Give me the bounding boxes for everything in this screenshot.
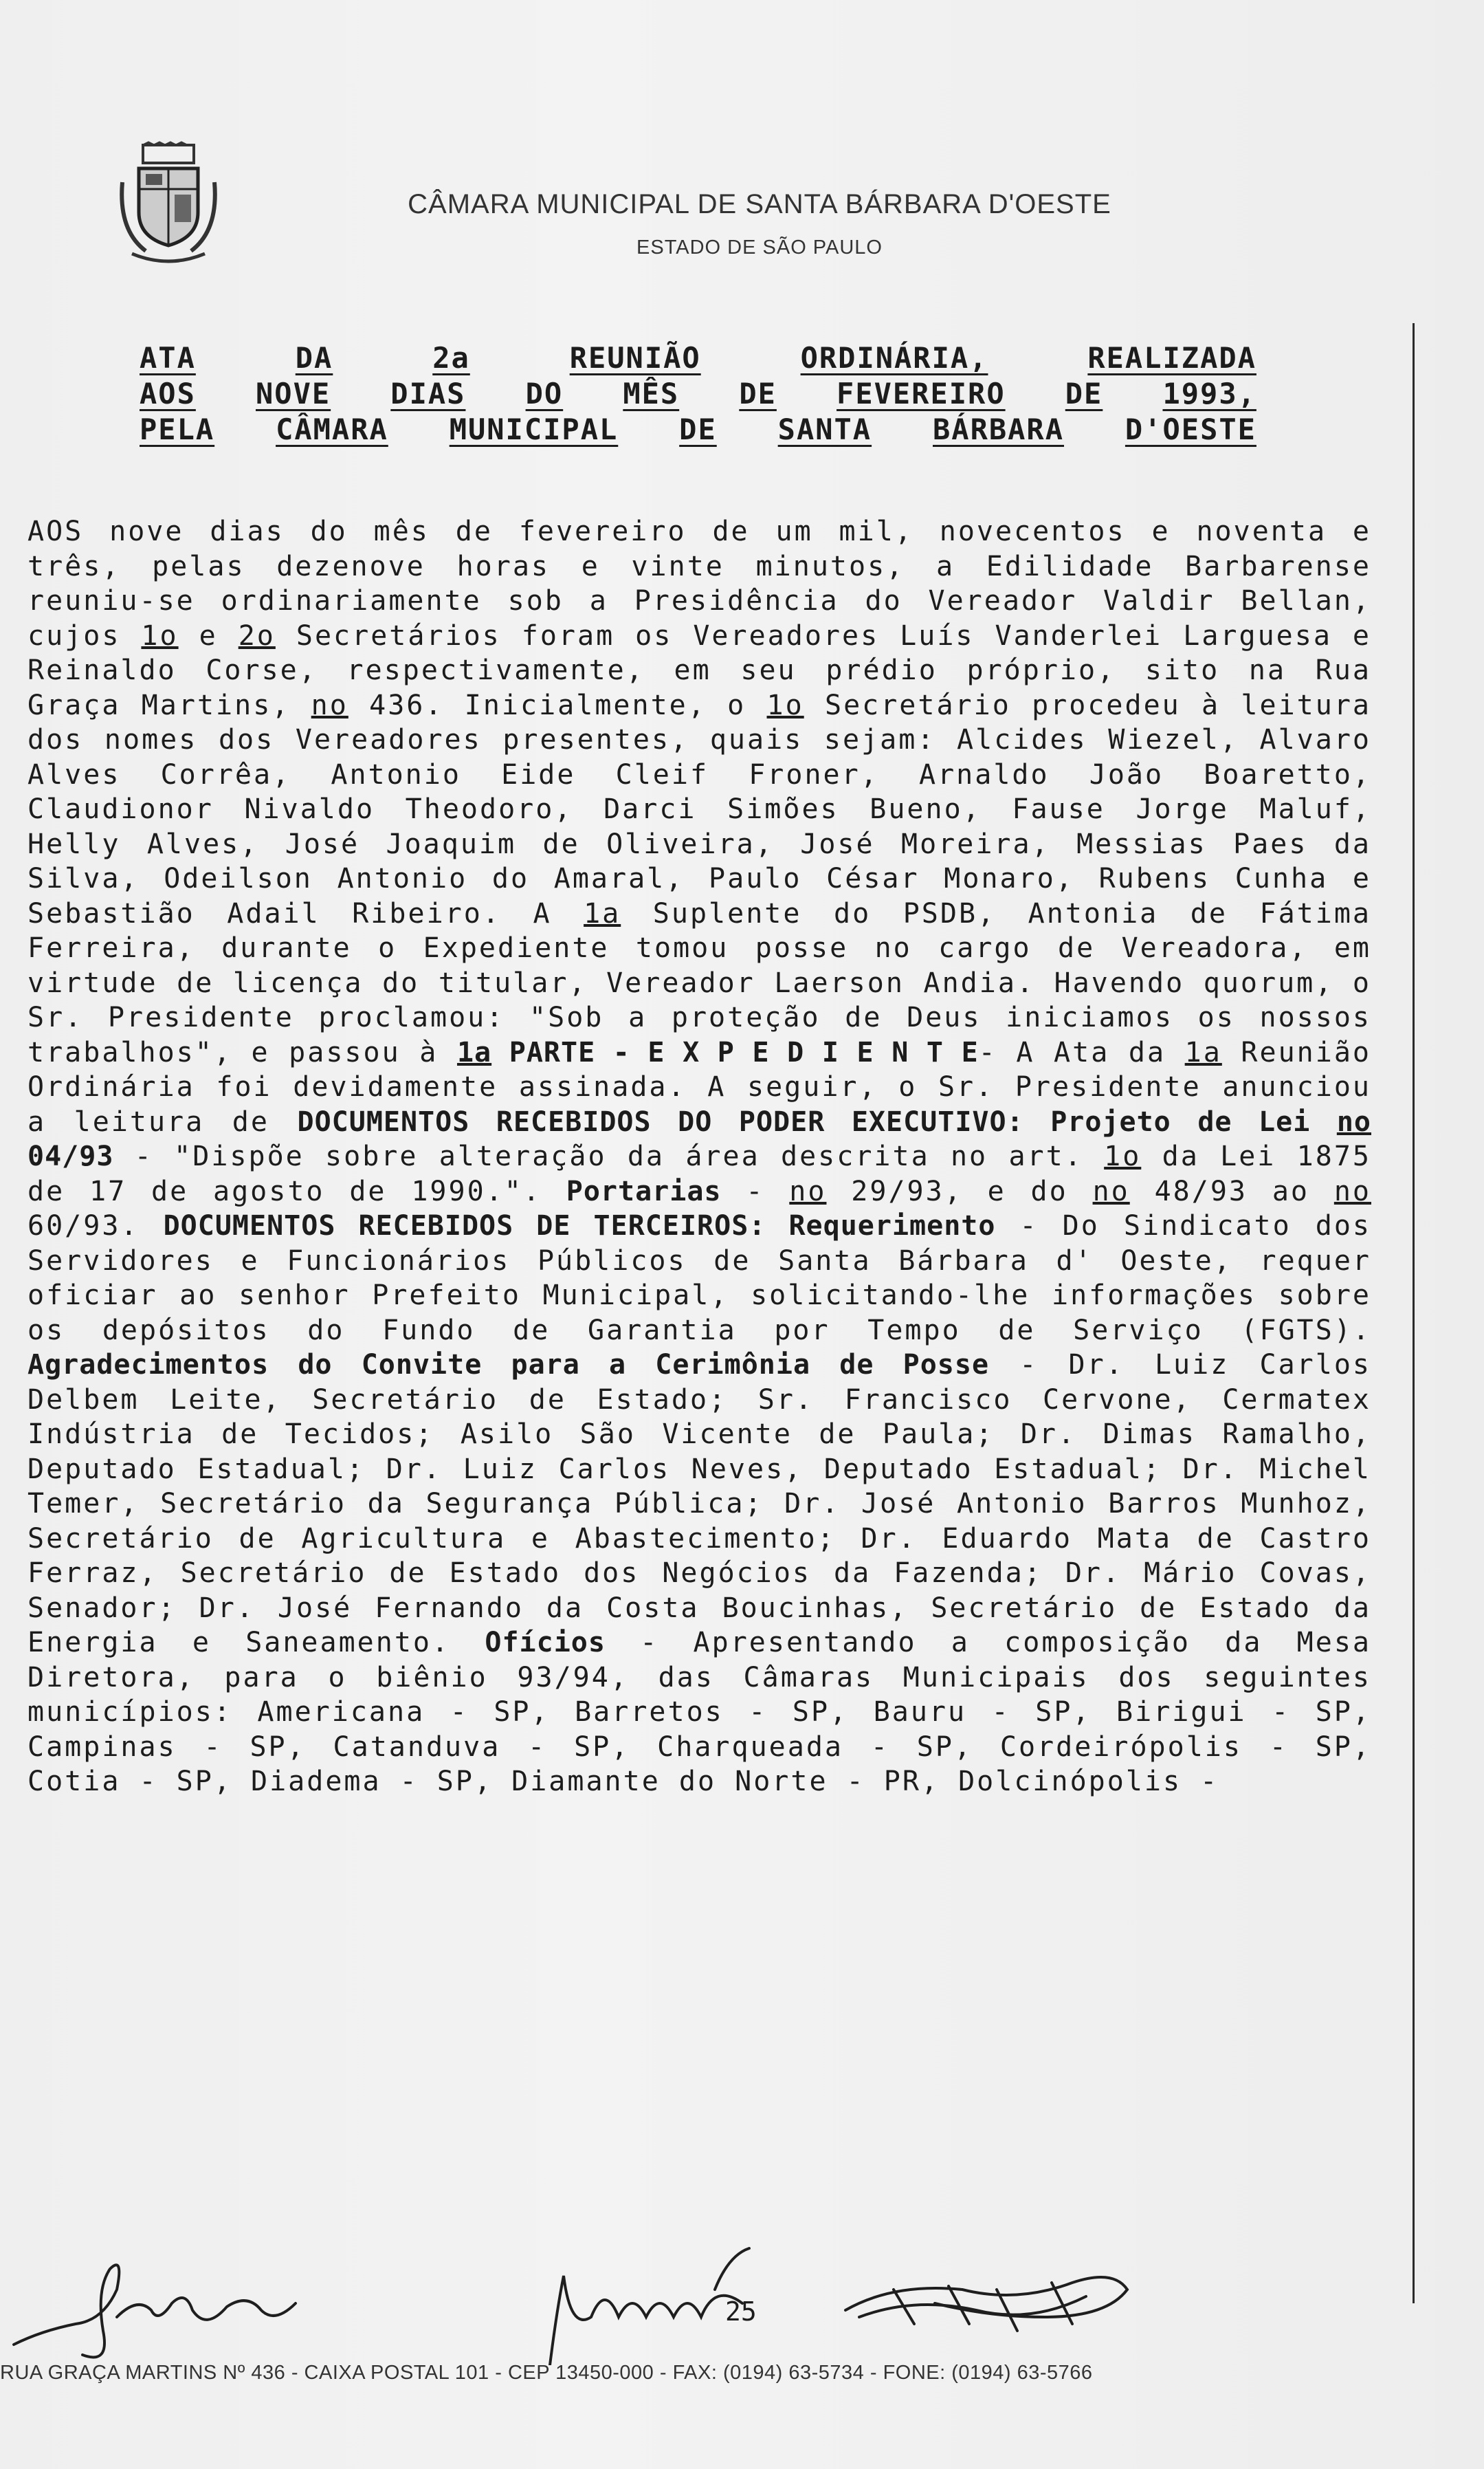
letterhead (296, 189, 1223, 259)
municipal-crest-icon (118, 141, 219, 263)
minutes-heading (140, 340, 1256, 448)
chamber-name: CÂMARA MUNICIPAL DE SANTA BÁRBARA D'OESTE (408, 189, 1111, 219)
heading-line-2: AOS NOVE DIAS DO MÊS DE FEVEREIRO DE 1993, (140, 377, 1256, 410)
third-party-docs-label: DOCUMENTOS RECEBIDOS DE TERCEIROS: Requerimento (163, 1210, 996, 1242)
page-number: 25 (725, 2296, 757, 2327)
oficios-label: Ofícios (485, 1627, 606, 1658)
thanks-label: Agradecimentos do Convite para a Cerimônia de Posse (27, 1349, 990, 1381)
state-name: ESTADO DE SÃO PAULO (636, 237, 883, 259)
minutes-body (27, 514, 1371, 1799)
right-margin-rule (1413, 323, 1415, 2303)
portarias-label: Portarias (566, 1175, 722, 1207)
heading-line-3: PELA CÂMARA MUNICIPAL DE SANTA BÁRBARA D'OESTE (140, 413, 1256, 446)
minutes-paragraph: AOS nove dias do mês de fevereiro de um mil, novecentos e noventa e três, pelas dezenove horas e vinte minutos, a Edilidade Barbarense reuniu-se ordinariamente sob a Presidência do Vereador Valdir Bellan, cujos 1o e 2o Secretários foram os Vereadores Luís Vanderlei Larguesa e Reinaldo Corse, respectivamente, em seu prédio próprio, sito na Rua Graça Martins, no 436. Inicialmente, o 1o Secretário procedeu à leitura dos nomes dos Vereadores presentes, quais sejam: Alcides Wiezel, Alvaro Alves Corrêa, Antonio Eide Cleif Froner, Arnaldo João Boaretto, Claudionor Nivaldo Theodoro, Darci Simões Bueno, Fause Jorge Maluf, Helly Alves, José Joaquim de Oliveira, José Moreira, Messias Paes da Silva, Odeilson Antonio do Amaral, Paulo César Monaro, Rubens Cunha e Sebastião Adail Ribeiro. A 1a Suplente do PSDB, Antonia de Fátima Ferreira, durante o Expediente tomou posse no cargo de Vereadora, em virtude de licença do titular, Vereador Laerson Andia. Havendo quorum, o Sr. Presidente proclamou: "Sob a proteção de Deus iniciamos os nossos trabalhos", e passou à 1a PARTE - E X P E D I E N T E- A Ata da 1a Reunião Ordinária foi devidamente assinada. A seguir, o Sr. Presidente anunciou a leitura de DOCUMENTOS RECEBIDOS DO PODER EXECUTIVO: Projeto de Lei no 04/93 - "Dispõe sobre alteração da área descrita no art. 1o da Lei 1875 de 17 de agosto de 1990.". Portarias - no 29/93, e do no 48/93 ao no 60/93. DOCUMENTOS RECEBIDOS DE TERCEIROS: Requerimento - Do Sindicato dos Servidores e Funcionários Públicos de Santa Bárbara d' Oeste, requer oficiar ao senhor Prefeito Municipal, solicitando-lhe informações sobre os depósitos do Fundo de Garantia por Tempo de Serviço (FGTS). Agradecimentos do Convite para a Cerimônia de Posse - Dr. Luiz Carlos Delbem Leite, Secretário de Estado; Sr. Francisco Cervone, Cermatex Indústria de Tecidos; Asilo São Vicente de Paula; Dr. Dimas Ramalho, Deputado Estadual; Dr. Luiz Carlos Neves, Deputado Estadual; Dr. Michel Temer, Secretário da Segurança Pública; Dr. José Antonio Barros Munhoz, Secretário de Agricultura e Abastecimento; Dr. Eduardo Mata de Castro Ferraz, Secretário de Estado dos Negócios da Fazenda; Dr. Mário Covas, Senador; Dr. José Fernando da Costa Boucinhas, Secretário de Estado da Energia e Saneamento. Ofícios - Apresentando a composição da Mesa Diretora, para o biênio 93/94, das Câmaras Municipais dos seguintes municípios: Americana - SP, Barretos - SP, Bauru - SP, Birigui - SP, Campinas - SP, Catanduva - SP, Charqueada - SP, Cordeirópolis - SP, Cotia - SP, Diadema - SP, Diamante do Norte - PR, Dolcinópolis - (27, 516, 1372, 1797)
heading-line-1: ATA DA 2a REUNIÃO ORDINÁRIA, REALIZADA (140, 341, 1256, 375)
executive-docs-label: DOCUMENTOS RECEBIDOS DO PODER EXECUTIVO: Projeto de Lei no 04/93 (27, 1106, 1371, 1172)
address-footer: RUA GRAÇA MARTINS Nº 436 - CAIXA POSTAL 101 - CEP 13450-000 - FAX: (0194) 63-5734 - FONE: (0194) 63-5766 (0, 2362, 1093, 2384)
